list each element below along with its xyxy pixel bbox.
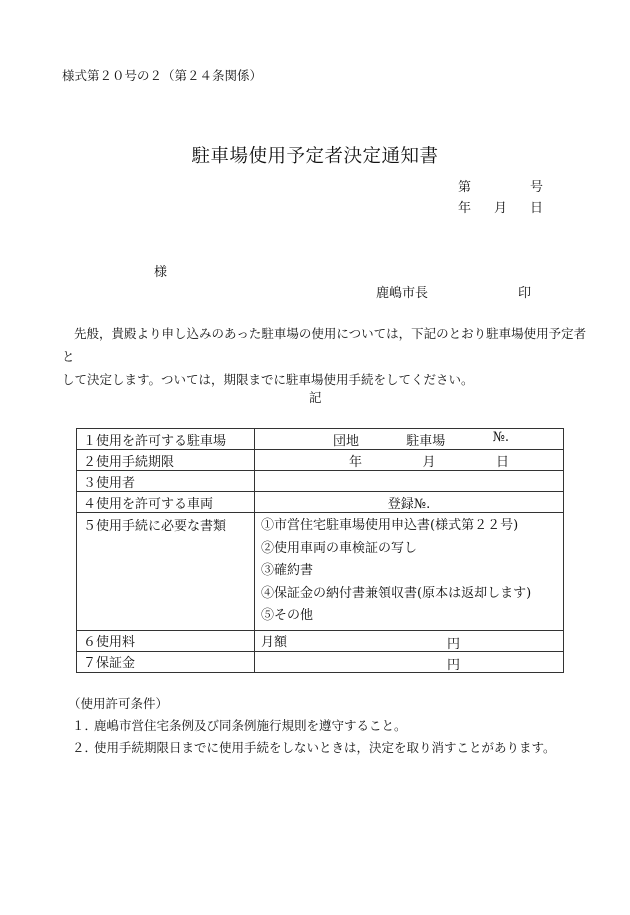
fee-prefix: 月額: [261, 635, 288, 650]
row-label: ３使用者: [77, 471, 255, 492]
seal-mark: 印: [518, 286, 532, 301]
deadline-day: 日: [495, 454, 509, 470]
parking-number: №.: [492, 429, 509, 445]
date-day: 日: [530, 201, 544, 216]
documents-list: [261, 513, 557, 630]
issuer-name: 鹿嶋市長: [376, 286, 429, 301]
deposit-cell: [255, 651, 564, 672]
deposit-unit: 円: [447, 657, 461, 673]
fee-cell: [255, 630, 564, 651]
condition-item: [72, 738, 556, 756]
conditions-title: （使用許可条件）: [68, 696, 169, 711]
table-row: [77, 513, 564, 631]
deadline-cell: [255, 450, 564, 471]
deadline-month: 月: [422, 454, 436, 470]
addressee-suffix: 様: [154, 265, 168, 280]
list-item: ⑤その他: [261, 608, 314, 623]
body-line-1: 先般，貴殿より申し込みのあった駐車場の使用については，下記のとおり駐車場使用予定者と: [62, 326, 587, 364]
row-label: ５使用手続に必要な書類: [77, 513, 255, 631]
table-row: [77, 630, 564, 651]
parking-danchi: 団地: [333, 433, 360, 449]
table-row: [77, 471, 564, 492]
fee-unit: 円: [447, 636, 461, 652]
list-item: ③確約書: [261, 563, 314, 578]
date-month: 月: [494, 201, 508, 216]
list-item: ①市営住宅駐車場使用申込書(様式第２２号): [261, 518, 519, 533]
condition-number: １．: [72, 718, 98, 733]
list-item: ②使用車両の車検証の写し: [261, 540, 418, 556]
documents-cell: [255, 513, 564, 631]
condition-item: [72, 716, 407, 734]
row-label: ２使用手続期限: [77, 450, 255, 471]
body-paragraph: [62, 322, 592, 391]
vehicle-registration: 登録№.: [255, 492, 564, 513]
deadline-year: 年: [349, 454, 363, 470]
condition-number: ２．: [72, 740, 98, 755]
parking-lot: 駐車場: [406, 433, 446, 449]
date-year: 年: [458, 201, 472, 216]
number-go: 号: [530, 180, 544, 195]
row-label: １使用を許可する駐車場: [77, 429, 255, 450]
table-row: [77, 450, 564, 471]
number-dai: 第: [458, 180, 472, 195]
table-row: [77, 492, 564, 513]
table-row: [77, 651, 564, 672]
row-label: ７保証金: [77, 651, 255, 672]
user-cell: [255, 471, 564, 492]
document-title: 駐車場使用予定者決定通知書: [191, 146, 439, 167]
row-label: ４使用を許可する車両: [77, 492, 255, 513]
form-number: 様式第２０号の２（第２４条関係）: [62, 68, 263, 83]
details-table: [76, 428, 564, 673]
list-item: ④保証金の納付書兼領収書(原本は返却します): [261, 585, 532, 601]
condition-text: 使用手続期限日までに使用手続をしないときは，決定を取り消すことがあります。: [94, 740, 556, 755]
ki-heading: 記: [309, 390, 322, 405]
row-label: ６使用料: [77, 630, 255, 651]
condition-text: 鹿嶋市営住宅条例及び同条例施行規則を遵守すること。: [94, 718, 407, 733]
parking-cell: [255, 429, 564, 450]
table-row: [77, 429, 564, 450]
body-line-2: して決定します。ついては，期限までに駐車場使用手続をしてください。: [62, 372, 474, 387]
